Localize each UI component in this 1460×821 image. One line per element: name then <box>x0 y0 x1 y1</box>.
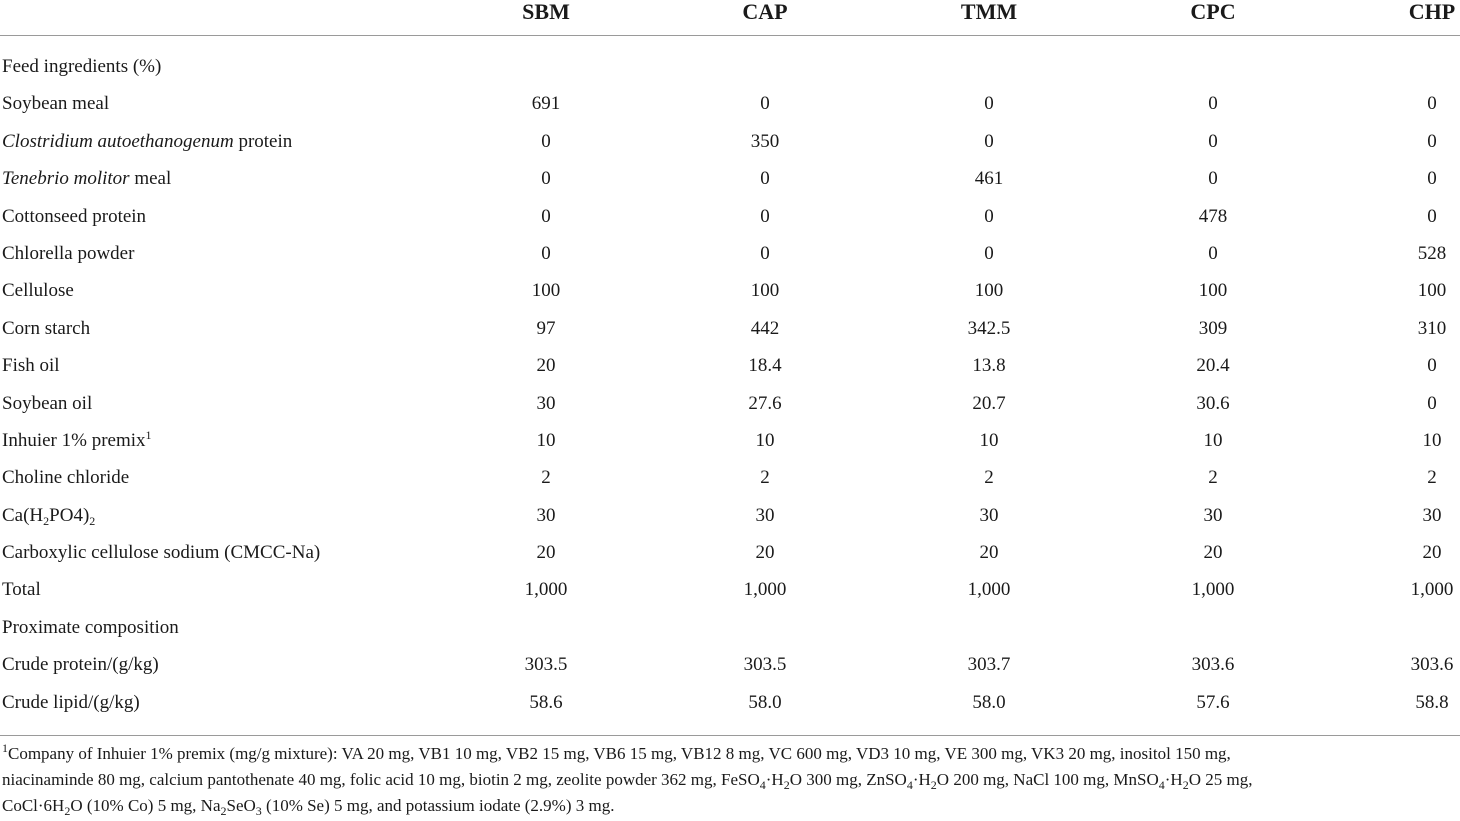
cell-cpc: 10 <box>1203 429 1223 451</box>
cell-cpc: 309 <box>1198 317 1228 339</box>
subscript: 2 <box>220 804 227 818</box>
footnote-line <box>2 741 1458 767</box>
header-row <box>0 0 1460 36</box>
footnote-text: O 300 mg, ZnSO <box>789 770 907 789</box>
cell-cpc: 1,000 <box>1191 579 1235 601</box>
row-label-italic: Tenebrio molitor <box>2 168 130 190</box>
cell-cpc: 100 <box>1198 280 1228 302</box>
row-label <box>2 422 152 459</box>
row-label: Total <box>2 579 41 601</box>
cell-tmm: 100 <box>974 280 1004 302</box>
footnote-line <box>2 767 1458 793</box>
table-row <box>0 310 1460 347</box>
cell-sbm: 30 <box>536 392 556 414</box>
cell-tmm: 461 <box>974 168 1004 190</box>
cell-cpc: 20.4 <box>1196 355 1230 377</box>
row-label-italic: Clostridium autoethanogenum <box>2 130 234 152</box>
cell-cpc: 0 <box>1208 130 1218 152</box>
row-label <box>2 497 95 534</box>
col-header-cpc: CPC <box>1190 0 1236 24</box>
footnote-text: Company of Inhuier 1% premix (mg/g mixture): VA 20 mg, VB1 10 mg, VB2 15 mg, VB6 15 mg, VB12 8 mg, VC 600 mg, VD3 10 mg, VE 300 mg, VK3 20 mg, inositol 150 mg, <box>8 744 1231 763</box>
cell-sbm: 303.5 <box>524 654 568 676</box>
cell-sbm: 691 <box>531 93 561 115</box>
cell-tmm: 0 <box>984 205 994 227</box>
subscript: 4 <box>759 778 766 792</box>
footer-rule <box>0 735 1460 736</box>
row-label-text: Inhuier 1% premix <box>2 429 146 451</box>
table-row <box>0 459 1460 496</box>
cell-sbm: 58.6 <box>529 691 563 713</box>
cell-cap: 100 <box>750 280 780 302</box>
row-label: Fish oil <box>2 355 60 377</box>
cell-tmm: 13.8 <box>972 355 1006 377</box>
footnote-text: niacinaminde 80 mg, calcium pantothenate 40 mg, folic acid 10 mg, biotin 2 mg, zeolite powder 362 mg, FeSO <box>2 770 760 789</box>
cell-sbm: 0 <box>541 205 551 227</box>
cell-cpc: 478 <box>1198 205 1228 227</box>
row-label-roman: meal <box>129 168 172 190</box>
cell-sbm: 1,000 <box>524 579 568 601</box>
col-header-chp: CHP <box>1408 0 1456 24</box>
cell-tmm: 20.7 <box>972 392 1006 414</box>
cell-sbm: 0 <box>541 168 551 190</box>
cell-chp: 20 <box>1422 542 1442 564</box>
cell-cap: 0 <box>760 242 770 264</box>
subscript: 2 <box>930 778 937 792</box>
row-label: Choline chloride <box>2 467 130 489</box>
footnote-text: ·H <box>912 770 931 789</box>
cell-chp: 528 <box>1417 242 1447 264</box>
cell-sbm: 30 <box>536 504 556 526</box>
table-row <box>0 160 1460 197</box>
footnote-mark: 1 <box>2 741 8 755</box>
subscript: 4 <box>906 778 913 792</box>
cell-cpc: 0 <box>1208 168 1218 190</box>
table-row <box>0 198 1460 235</box>
cell-cpc: 0 <box>1208 242 1218 264</box>
row-label: Cottonseed protein <box>2 205 147 227</box>
cell-cap: 350 <box>750 130 780 152</box>
row-label-roman: protein <box>233 130 293 152</box>
cell-tmm: 10 <box>979 429 999 451</box>
cell-cap: 1,000 <box>743 579 787 601</box>
cell-chp: 1,000 <box>1410 579 1454 601</box>
subscript: 2 <box>1182 778 1189 792</box>
cell-tmm: 58.0 <box>972 691 1006 713</box>
cell-cap: 303.5 <box>743 654 787 676</box>
cell-cap: 18.4 <box>748 355 782 377</box>
cell-cpc: 57.6 <box>1196 691 1230 713</box>
cell-cap: 2 <box>760 467 770 489</box>
row-label: Crude lipid/(g/kg) <box>2 691 140 713</box>
cell-chp: 0 <box>1427 392 1437 414</box>
cell-cap: 20 <box>755 542 775 564</box>
cell-sbm: 2 <box>541 467 551 489</box>
header-rule <box>0 35 1460 36</box>
cell-cap: 0 <box>760 205 770 227</box>
footnote-text: O 25 mg, <box>1188 770 1253 789</box>
cell-cap: 27.6 <box>748 392 782 414</box>
cell-chp: 310 <box>1417 317 1447 339</box>
subscript: 3 <box>255 804 262 818</box>
cell-cpc: 0 <box>1208 93 1218 115</box>
footnote-text: ·H <box>765 770 784 789</box>
col-header-sbm: SBM <box>522 0 570 24</box>
table-row <box>0 235 1460 272</box>
cell-tmm: 0 <box>984 93 994 115</box>
cell-chp: 0 <box>1427 355 1437 377</box>
cell-tmm: 20 <box>979 542 999 564</box>
row-label: Cellulose <box>2 280 74 302</box>
section-label: Feed ingredients (%) <box>2 56 162 77</box>
table-footnote <box>2 741 1458 819</box>
subscript: 2 <box>64 804 71 818</box>
subscript: 2 <box>43 513 50 528</box>
cell-cap: 0 <box>760 93 770 115</box>
row-label: Corn starch <box>2 317 91 339</box>
section-label: Proximate composition <box>2 616 179 638</box>
cell-tmm: 0 <box>984 242 994 264</box>
footnote-text: (10% Se) 5 mg, and potassium iodate (2.9%) 3 mg. <box>261 796 615 815</box>
formula-part: Ca(H <box>2 504 44 526</box>
cell-sbm: 0 <box>541 242 551 264</box>
subscript: 2 <box>783 778 790 792</box>
subscript: 4 <box>1158 778 1165 792</box>
cell-tmm: 0 <box>984 130 994 152</box>
footnote-line <box>2 793 1458 819</box>
cell-cpc: 20 <box>1203 542 1223 564</box>
cell-sbm: 10 <box>536 429 556 451</box>
table-row <box>0 571 1460 608</box>
row-label: Soybean oil <box>2 392 93 414</box>
cell-chp: 303.6 <box>1410 654 1454 676</box>
row-label: Chlorella powder <box>2 242 135 264</box>
footnote-text: CoCl·6H <box>2 796 65 815</box>
table-row <box>0 272 1460 309</box>
row-label: Crude protein/(g/kg) <box>2 654 159 676</box>
cell-tmm: 2 <box>984 467 994 489</box>
table-row <box>0 422 1460 459</box>
cell-chp: 0 <box>1427 93 1437 115</box>
table-row <box>0 123 1460 160</box>
row-label <box>2 160 171 197</box>
table-row <box>0 385 1460 422</box>
cell-chp: 10 <box>1422 429 1442 451</box>
cell-cap: 10 <box>755 429 775 451</box>
cell-chp: 30 <box>1422 504 1442 526</box>
table-row <box>0 347 1460 384</box>
cell-cap: 58.0 <box>748 691 782 713</box>
subscript: 2 <box>89 513 96 528</box>
cell-cap: 30 <box>755 504 775 526</box>
cell-cpc: 30.6 <box>1196 392 1230 414</box>
footnote-text: ·H <box>1164 770 1183 789</box>
cell-cap: 0 <box>760 168 770 190</box>
footnote-text: SeO <box>226 796 256 815</box>
row-label <box>2 123 292 160</box>
row-label: Soybean meal <box>2 93 110 115</box>
table-row <box>0 684 1460 721</box>
cell-tmm: 342.5 <box>967 317 1011 339</box>
table-row <box>0 497 1460 534</box>
cell-sbm: 97 <box>536 317 556 339</box>
table-row <box>0 85 1460 122</box>
cell-tmm: 1,000 <box>967 579 1011 601</box>
cell-sbm: 100 <box>531 280 561 302</box>
section-heading-feed <box>0 48 1460 85</box>
col-header-tmm: TMM <box>960 0 1018 24</box>
cell-chp: 0 <box>1427 168 1437 190</box>
cell-chp: 100 <box>1417 280 1447 302</box>
section-heading-proximate <box>0 609 1460 646</box>
footnote-text: O (10% Co) 5 mg, Na <box>70 796 221 815</box>
cell-chp: 2 <box>1427 467 1437 489</box>
footnote-text: O 200 mg, NaCl 100 mg, MnSO <box>936 770 1159 789</box>
cell-cpc: 303.6 <box>1191 654 1235 676</box>
table-row <box>0 534 1460 571</box>
formula-part: PO4) <box>49 504 90 526</box>
table-body <box>0 48 1460 721</box>
cell-cpc: 30 <box>1203 504 1223 526</box>
cell-tmm: 30 <box>979 504 999 526</box>
cell-cap: 442 <box>750 317 780 339</box>
cell-sbm: 20 <box>536 355 556 377</box>
cell-chp: 58.8 <box>1415 691 1449 713</box>
cell-sbm: 20 <box>536 542 556 564</box>
cell-chp: 0 <box>1427 130 1437 152</box>
cell-tmm: 303.7 <box>967 654 1011 676</box>
row-label: Carboxylic cellulose sodium (CMCC-Na) <box>2 542 321 564</box>
table-row <box>0 646 1460 683</box>
cell-sbm: 0 <box>541 130 551 152</box>
cell-cpc: 2 <box>1208 467 1218 489</box>
col-header-cap: CAP <box>742 0 788 24</box>
footnote-ref: 1 <box>145 427 152 442</box>
cell-chp: 0 <box>1427 205 1437 227</box>
